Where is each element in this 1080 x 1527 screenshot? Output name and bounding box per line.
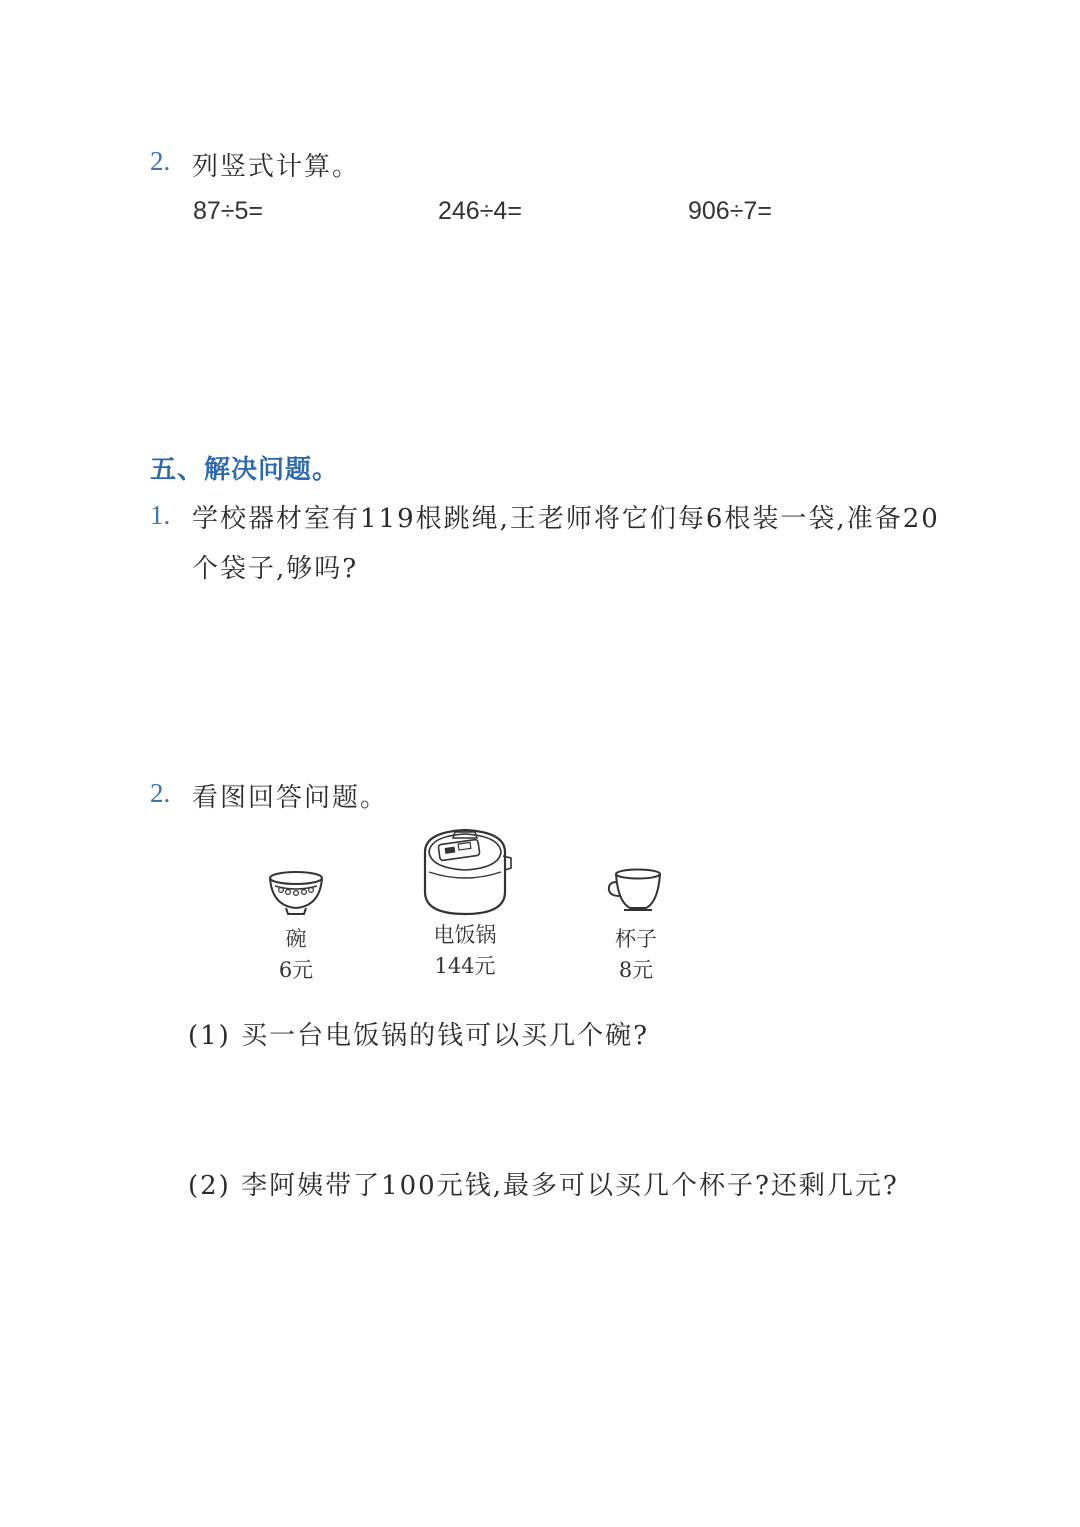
item-price: 144元 bbox=[434, 954, 496, 978]
question-number: 2. bbox=[150, 778, 171, 808]
expression-3: 906÷7= bbox=[688, 197, 772, 225]
cup-icon bbox=[606, 866, 666, 918]
bowl-icon bbox=[266, 866, 326, 918]
sub-question-1: (1) 买一台电饭锅的钱可以买几个碗? bbox=[188, 1021, 650, 1051]
item-price: 6元 bbox=[278, 958, 314, 982]
question-number: 1. bbox=[150, 500, 171, 530]
item-bowl bbox=[244, 866, 348, 986]
item-name: 电饭锅 bbox=[433, 923, 497, 947]
sub-question-2: (2) 李阿姨带了100元钱,最多可以买几个杯子?还剩几元? bbox=[188, 1171, 899, 1201]
question-title: 列竖式计算。 bbox=[192, 152, 361, 182]
question-text-line2: 个袋子,够吗? bbox=[192, 554, 359, 584]
item-cup bbox=[584, 866, 688, 986]
rice-cooker-icon bbox=[415, 822, 515, 918]
item-name: 杯子 bbox=[615, 927, 657, 951]
question-text-line1: 学校器材室有119根跳绳,王老师将它们每6根装一袋,准备20 bbox=[192, 504, 940, 534]
expression-1: 87÷5= bbox=[193, 197, 264, 225]
item-name: 碗 bbox=[285, 927, 307, 951]
section-title: 五、解决问题。 bbox=[150, 455, 340, 485]
item-rice-cooker bbox=[400, 822, 530, 982]
item-price: 8元 bbox=[618, 958, 654, 982]
question-number: 2. bbox=[150, 146, 171, 176]
expression-2: 246÷4= bbox=[438, 197, 522, 225]
question-title: 看图回答问题。 bbox=[192, 783, 389, 813]
